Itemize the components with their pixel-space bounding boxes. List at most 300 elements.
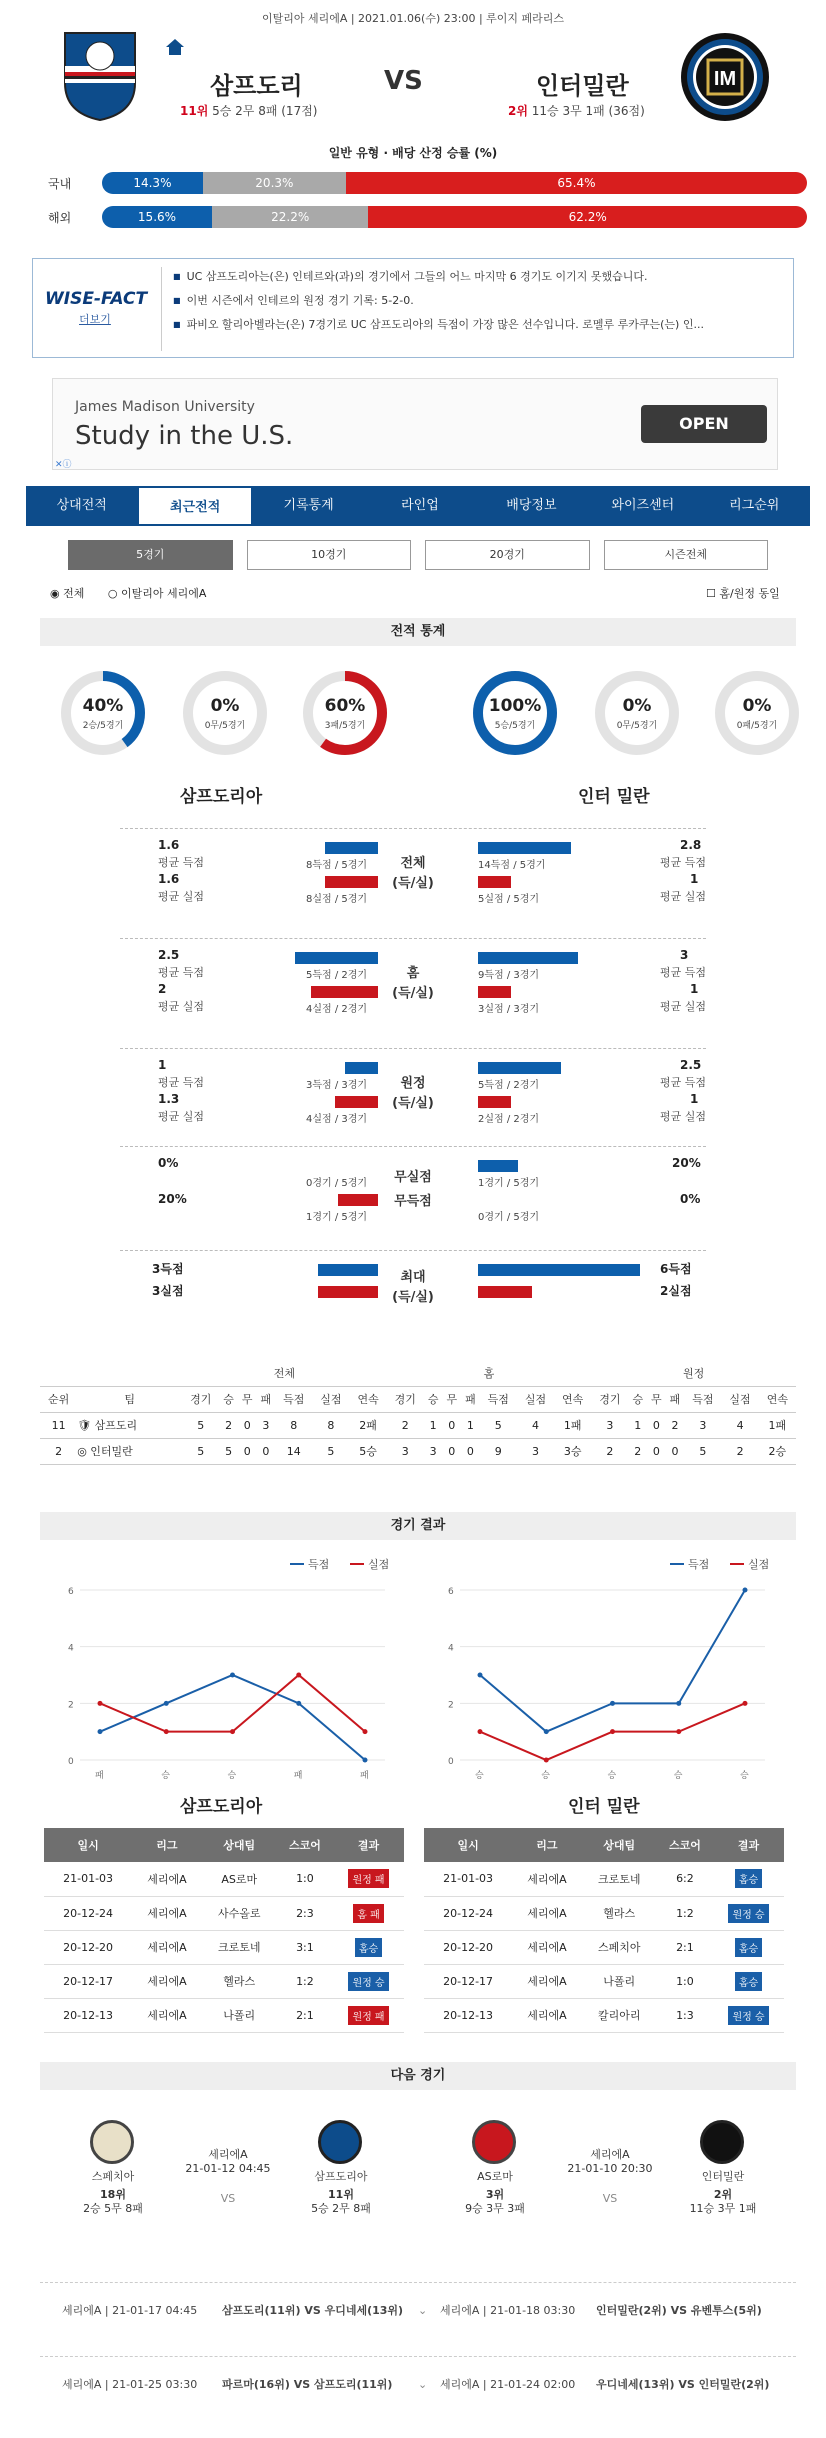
- standings-header: 패: [257, 1386, 276, 1412]
- tab-stats[interactable]: 기록통계: [283, 498, 334, 513]
- ratio-circle: [712, 668, 802, 758]
- results-value: 20-12-20: [443, 1940, 494, 1954]
- avg-concede-label: 평균 실점: [660, 890, 707, 903]
- max-title: 최대: [400, 1270, 426, 1285]
- next-away-rank: 11위: [328, 2188, 354, 2201]
- away-max-concede-bar: [478, 1286, 532, 1298]
- sampdoria-crest: [60, 28, 140, 123]
- away-cleansheet-bar: [478, 1160, 518, 1172]
- standings-cell: [312, 1438, 349, 1464]
- fact-item: ■ 이번 시즌에서 인테르의 원정 경기 기록: 5-2-0.: [173, 289, 704, 313]
- standings-value: 0: [262, 1444, 270, 1458]
- standings-value: 5: [197, 1444, 205, 1458]
- odds-row: [48, 172, 758, 194]
- results-row: [424, 1896, 784, 1930]
- standings-cell: [684, 1438, 721, 1464]
- standings-header: 연속: [350, 1386, 387, 1412]
- home-cleansheet-text: 0경기 / 5경기: [306, 1178, 368, 1189]
- standings-header: 패: [461, 1386, 480, 1412]
- inter-crest: [678, 30, 773, 125]
- circle-pct: 0%: [622, 696, 652, 716]
- results-cell: [582, 1930, 657, 1964]
- data-point: [230, 1673, 235, 1678]
- standings-cell: [554, 1438, 591, 1464]
- results-value: 2:3: [296, 1906, 314, 1920]
- standings-value: 8: [290, 1418, 298, 1432]
- away-results-table: [424, 1828, 784, 2033]
- home-rank: 11위: [180, 104, 209, 118]
- standings-group: 원정: [591, 1360, 796, 1386]
- result-badge: 홈 패: [353, 1904, 384, 1923]
- league-filter: [50, 585, 226, 601]
- results-cell: [713, 1998, 784, 2032]
- standings-cell: [480, 1438, 517, 1464]
- results-value: 1:3: [676, 2008, 694, 2022]
- result-badge: 원정 승: [728, 2006, 768, 2025]
- results-value: 20-12-24: [63, 1906, 114, 1920]
- circle-pct: 40%: [82, 696, 124, 716]
- standings-header: 무: [647, 1386, 666, 1412]
- results-cell: [657, 1862, 713, 1896]
- upcoming-right-match[interactable]: 인터밀란(2위) VS 유벤투스(5위): [596, 2304, 762, 2317]
- results-cell: [132, 1930, 202, 1964]
- results-cell: [657, 1964, 713, 1998]
- results-cell: [132, 1896, 202, 1930]
- results-value: 1:0: [676, 1974, 694, 1988]
- results-row: [44, 1862, 404, 1896]
- home-nogoal-pct: 20%: [158, 1192, 187, 1206]
- standings-cell: [759, 1412, 796, 1438]
- y-tick-label: 6: [448, 1587, 454, 1597]
- homeaway-label: 홈/원정 동일: [719, 587, 780, 600]
- wise-fact-logo: WISE-FACT: [45, 289, 148, 309]
- results-cell: [277, 1964, 333, 1998]
- home-results-chart: [40, 1550, 410, 1790]
- odds-title: 일반 유형 · 배당 산정 승률 (%): [328, 146, 498, 160]
- standings-cell: [257, 1438, 276, 1464]
- tab-20-games[interactable]: 20경기: [425, 540, 590, 570]
- data-point: [544, 1758, 549, 1763]
- standings-group: 전체: [182, 1360, 387, 1386]
- standings-value: 2: [671, 1418, 679, 1432]
- data-point: [296, 1673, 301, 1678]
- home-rank-line: [180, 102, 317, 119]
- standings-header: 무: [238, 1386, 257, 1412]
- circle-pct: 0%: [742, 696, 772, 716]
- results-cell: [582, 1862, 657, 1896]
- results-cell: [512, 1964, 582, 1998]
- result-badge: 홈승: [355, 1938, 382, 1957]
- standings-value: 2: [225, 1418, 233, 1432]
- avg-score-label: 평균 득점: [158, 856, 205, 869]
- data-point: [230, 1729, 235, 1734]
- results-title: 경기 결과: [40, 1512, 796, 1540]
- circle-pct: 100%: [488, 696, 542, 716]
- data-point: [363, 1758, 368, 1763]
- results-cell: [713, 1896, 784, 1930]
- results-value: 칼리아리: [597, 2009, 641, 2022]
- standings-value: 0: [448, 1444, 456, 1458]
- results-value: 3:1: [296, 1940, 314, 1954]
- standings-cell: [666, 1412, 685, 1438]
- more-link[interactable]: 더보기: [79, 313, 111, 326]
- x-tick-label: 승: [673, 1771, 683, 1781]
- standings-value: 1패: [563, 1419, 582, 1432]
- standings-header-row: [40, 1386, 796, 1412]
- next-home-rank: 3위: [485, 2188, 505, 2201]
- stats-divider: [120, 938, 706, 939]
- results-value: 세리에A: [147, 1872, 187, 1886]
- standings-value: 1: [634, 1418, 642, 1432]
- away-nogoal-text: 0경기 / 5경기: [478, 1212, 540, 1223]
- away-score-text: 5득점 / 2경기: [478, 1080, 540, 1091]
- standings-value: 5: [327, 1444, 335, 1458]
- results-value: 21-01-03: [443, 1872, 494, 1886]
- standings-cell: [182, 1412, 219, 1438]
- standings-value: 1패: [768, 1419, 787, 1432]
- circle-sub: 2승/5경기: [82, 721, 124, 731]
- standings-value: 5: [699, 1444, 707, 1458]
- away-concede-bar: [478, 986, 511, 998]
- fact-list: [173, 265, 704, 337]
- home-concede: 2: [158, 982, 167, 996]
- standings-value: 2승: [768, 1445, 787, 1458]
- results-value: 1:2: [676, 1906, 694, 1920]
- away-cleansheet-pct: 20%: [672, 1156, 701, 1170]
- fact-item: ■ UC 삼프도리아는(은) 인테르와(과)의 경기에서 그들의 어느 마지막 6 경기도 이기지 못했습니다.: [173, 265, 704, 289]
- standings-cell: [461, 1438, 480, 1464]
- standings-cell: [424, 1438, 443, 1464]
- results-value: 6:2: [676, 1872, 694, 1886]
- home-concede: 1.6: [158, 872, 180, 886]
- standings-header: 득점: [275, 1386, 312, 1412]
- away-record: 11승 3무 1패 (36점): [531, 104, 645, 118]
- standings-cell: [257, 1412, 276, 1438]
- next-date: 21-01-12 04:45: [185, 2162, 271, 2175]
- results-value: 나폴리: [223, 2009, 256, 2022]
- results-cell: [44, 1998, 132, 2032]
- home-score: 1: [158, 1058, 167, 1072]
- standings-value: 14: [286, 1444, 301, 1458]
- team-cell: [77, 1412, 182, 1438]
- results-cell: [202, 1964, 277, 1998]
- away-max-score-bar: [478, 1264, 640, 1276]
- results-cell: [713, 1930, 784, 1964]
- standings-cell: [387, 1412, 424, 1438]
- tab-season[interactable]: 시즌전체: [604, 540, 769, 570]
- stats-block-title: 전체: [400, 856, 426, 871]
- standings-cell: [424, 1412, 443, 1438]
- ad-open-button[interactable]: OPEN: [641, 405, 767, 443]
- standings-cell: [442, 1412, 461, 1438]
- avg-concede-label: 평균 실점: [158, 890, 205, 903]
- results-value: 세리에A: [527, 1941, 567, 1954]
- away-score-text: 9득점 / 3경기: [478, 970, 540, 981]
- radio-all[interactable]: ◉ 전체: [50, 587, 85, 600]
- results-value: 20-12-13: [443, 2008, 494, 2022]
- stats-divider: [120, 828, 706, 829]
- standings-cell: [275, 1438, 312, 1464]
- standings-cell: [238, 1412, 257, 1438]
- home-score: 1.6: [158, 838, 180, 852]
- data-point: [98, 1729, 103, 1734]
- tab-recent[interactable]: 최근전적: [137, 486, 252, 526]
- standings-cell: [759, 1438, 796, 1464]
- results-row: [44, 1930, 404, 1964]
- away-concede-bar: [478, 876, 511, 888]
- draw-segment: 22.2%: [212, 206, 369, 228]
- tab-odds[interactable]: 배당정보: [506, 498, 557, 513]
- home-win-segment: 14.3%: [102, 172, 203, 194]
- standings-cell: [628, 1438, 647, 1464]
- standings-cell: [517, 1412, 554, 1438]
- home-results-table: [44, 1828, 404, 2033]
- x-tick-label: 패: [293, 1771, 303, 1781]
- away-rank: 2위: [508, 104, 528, 118]
- standings-cell: [238, 1438, 257, 1464]
- x-tick-label: 승: [740, 1771, 749, 1781]
- results-cell: [132, 1862, 202, 1896]
- home-icon[interactable]: [165, 38, 185, 56]
- results-value: 20-12-24: [443, 1906, 494, 1920]
- standings-cell: [461, 1412, 480, 1438]
- standings-cell: [591, 1438, 628, 1464]
- standings-cell: [647, 1412, 666, 1438]
- away-score-text: 14득점 / 5경기: [478, 860, 546, 871]
- upcoming-left-match[interactable]: 삼프도리(11위) VS 우디네세(13위): [222, 2304, 404, 2317]
- standings-value: 3: [401, 1444, 409, 1458]
- avg-score-label: 평균 득점: [158, 1076, 205, 1089]
- y-tick-label: 4: [448, 1643, 454, 1654]
- next-away-record: 5승 2무 8패: [311, 2202, 371, 2215]
- results-cell: [202, 1896, 277, 1930]
- standings-value: 3승: [563, 1445, 582, 1458]
- svg-text:IM: IM: [713, 68, 737, 90]
- results-header: 일시: [44, 1828, 132, 1862]
- standings-cell: [275, 1412, 312, 1438]
- x-tick-label: 승: [161, 1771, 170, 1781]
- tab-head-to-head[interactable]: 상대전적: [56, 498, 107, 513]
- standings-header: 경기: [591, 1386, 628, 1412]
- standings-value: 삼프도리: [94, 1419, 138, 1432]
- next-away-name: 인터밀란: [701, 2170, 745, 2183]
- max-subtitle: (득/실): [392, 1290, 434, 1305]
- results-cell: [424, 1930, 512, 1964]
- results-header: 상대팀: [202, 1828, 277, 1862]
- results-cell: [512, 1896, 582, 1930]
- results-header: 결과: [333, 1828, 404, 1862]
- chevron-down-icon[interactable]: ⌄: [418, 2304, 428, 2317]
- home-concede-text: 4실점 / 2경기: [306, 1004, 368, 1015]
- result-badge: 원정 패: [348, 2006, 388, 2025]
- odds-bar: [102, 206, 807, 228]
- results-cell: [44, 1930, 132, 1964]
- y-tick-label: 6: [68, 1587, 74, 1597]
- stats-divider: [120, 1250, 706, 1251]
- away-nogoal-pct: 0%: [680, 1192, 701, 1206]
- results-header: 리그: [512, 1828, 582, 1862]
- y-tick-label: 0: [68, 1757, 74, 1767]
- team-crest-icon: 🛡: [77, 1419, 95, 1432]
- results-cell: [44, 1964, 132, 1998]
- away-concede-bar: [478, 1096, 511, 1108]
- standings-table: [40, 1360, 796, 1465]
- results-value: 세리에A: [147, 1975, 187, 1988]
- standings-value: 0: [243, 1418, 251, 1432]
- radio-league[interactable]: ○ 이탈리아 세리에A: [107, 587, 207, 600]
- data-point: [610, 1701, 615, 1706]
- upcoming-left-match[interactable]: 파르마(16위) VS 삼프도리(11위): [222, 2378, 393, 2391]
- results-cell: [132, 1964, 202, 1998]
- results-value: 1:2: [296, 1974, 314, 1988]
- next-league: 세리에A: [208, 2148, 248, 2161]
- standings-value: 3: [429, 1444, 437, 1458]
- record-stats-title: 전적 통계: [40, 618, 796, 646]
- next-vs: VS: [220, 2192, 236, 2205]
- tab-5-games[interactable]: 5경기: [68, 540, 233, 570]
- avg-concede-label: 평균 실점: [660, 1110, 707, 1123]
- results-header: 결과: [713, 1828, 784, 1862]
- ad-banner[interactable]: [52, 378, 778, 470]
- circle-pct: 0%: [210, 696, 240, 716]
- avg-concede-label: 평균 실점: [158, 1000, 205, 1013]
- next-away-rank: 2위: [713, 2188, 733, 2201]
- results-cell: [424, 1998, 512, 2032]
- results-value: 세리에A: [527, 1872, 567, 1886]
- circle-sub: 5승/5경기: [494, 721, 536, 731]
- upcoming-right-match[interactable]: 우디네세(13위) VS 인터밀란(2위): [596, 2378, 770, 2391]
- standings-value: 9: [494, 1444, 502, 1458]
- results-value: 20-12-17: [63, 1974, 114, 1988]
- home-win-segment: 15.6%: [102, 206, 212, 228]
- divider: [161, 267, 162, 351]
- next-title: 다음 경기: [40, 2062, 796, 2090]
- standings-cell: [219, 1438, 238, 1464]
- x-tick-label: 승: [541, 1771, 550, 1781]
- results-cell: [132, 1998, 202, 2032]
- standings-cell: [219, 1412, 238, 1438]
- standings-value: 2: [736, 1444, 744, 1458]
- results-value: 세리에A: [527, 1907, 567, 1920]
- results-cell: [424, 1964, 512, 1998]
- away-score: 2.5: [680, 1058, 702, 1072]
- results-value: 1:0: [296, 1872, 314, 1886]
- standings-cell: [684, 1412, 721, 1438]
- away-max-concede: 2실점: [660, 1284, 692, 1298]
- home-score-text: 3득점 / 3경기: [306, 1080, 368, 1091]
- results-row: [424, 1930, 784, 1964]
- ad-university: James Madison University: [75, 399, 255, 415]
- results-cell: [657, 1998, 713, 2032]
- standings-value: 4: [531, 1418, 539, 1432]
- standings-cell: [182, 1438, 219, 1464]
- result-badge: 원정 패: [348, 1869, 388, 1888]
- home-concede: 1.3: [158, 1092, 180, 1106]
- results-cell: [277, 1930, 333, 1964]
- results-value: 20-12-13: [63, 2008, 114, 2022]
- home-concede-text: 8실점 / 5경기: [306, 894, 368, 905]
- results-cell: [424, 1862, 512, 1896]
- standings-cell: [666, 1438, 685, 1464]
- tab-10-games[interactable]: 10경기: [247, 540, 412, 570]
- away-concede-text: 3실점 / 3경기: [478, 1004, 540, 1015]
- avg-score-label: 평균 득점: [660, 856, 707, 869]
- odds-row-label: 국내: [48, 177, 72, 191]
- upcoming-left-meta: 세리에A | 21-01-17 04:45: [62, 2304, 198, 2317]
- next-home-crest: [90, 2120, 134, 2164]
- legend-label: 실점: [748, 1558, 770, 1571]
- results-value: AS로마: [221, 1872, 258, 1886]
- results-cell: [44, 1862, 132, 1896]
- home-cleansheet-pct: 0%: [158, 1156, 179, 1170]
- stats-block-title: 홈: [406, 966, 420, 981]
- data-point: [676, 1729, 681, 1734]
- standings-value: 0: [652, 1418, 660, 1432]
- away-team-name: 인터밀란: [536, 72, 629, 100]
- standings-cell: [350, 1412, 387, 1438]
- x-tick-label: 승: [227, 1771, 237, 1781]
- avg-score-label: 평균 득점: [660, 1076, 707, 1089]
- results-cell: [277, 1862, 333, 1896]
- results-header: 스코어: [657, 1828, 713, 1862]
- standings-value: 4: [736, 1418, 744, 1432]
- results-row: [44, 1964, 404, 1998]
- standings-value: 2: [55, 1444, 63, 1458]
- homeaway-checkbox[interactable]: ☐ 홈/원정 동일: [706, 587, 780, 600]
- next-league: 세리에A: [590, 2148, 630, 2161]
- chart-legend: [670, 1557, 769, 1571]
- home-nogoal-text: 1경기 / 5경기: [306, 1212, 368, 1223]
- next-home-record: 2승 5무 8패: [83, 2202, 143, 2215]
- ratio-circle: [300, 668, 390, 758]
- away-cleansheet-text: 1경기 / 5경기: [478, 1178, 540, 1189]
- tab-wise-center[interactable]: 와이즈센터: [611, 498, 675, 513]
- circle-sub: 0무/5경기: [616, 721, 658, 731]
- standings-value: 11: [51, 1418, 66, 1432]
- results-cell: [512, 1930, 582, 1964]
- result-badge: 홈승: [735, 1869, 762, 1888]
- results-value: 헬라스: [603, 1907, 636, 1920]
- standings-value: 0: [671, 1444, 679, 1458]
- tab-standings[interactable]: 리그순위: [729, 498, 780, 513]
- odds-row-label: 해외: [48, 211, 72, 225]
- draw-segment: 20.3%: [203, 172, 346, 194]
- standings-header: 패: [666, 1386, 685, 1412]
- results-cell: [44, 1896, 132, 1930]
- standings-group-row: [40, 1360, 796, 1386]
- standings-value: 5승: [359, 1445, 377, 1458]
- odds-bar: [102, 172, 807, 194]
- results-value: 세리에A: [527, 1975, 567, 1988]
- result-badge: 원정 승: [728, 1904, 768, 1923]
- results-header: 일시: [424, 1828, 512, 1862]
- standings-cell: [312, 1412, 349, 1438]
- ad-close-icon[interactable]: ✕ⓘ: [55, 460, 72, 470]
- home-team-label: 삼프도리아: [180, 787, 263, 807]
- standings-value: 0: [466, 1444, 474, 1458]
- results-cell: [277, 1998, 333, 2032]
- result-badge: 홈승: [735, 1972, 762, 1991]
- results-header-row: [44, 1828, 404, 1862]
- chevron-down-icon[interactable]: ⌄: [418, 2378, 428, 2391]
- results-value: 헬라스: [223, 1975, 256, 1988]
- away-concede-text: 2실점 / 2경기: [478, 1114, 540, 1125]
- tab-lineup[interactable]: 라인업: [401, 498, 439, 513]
- standings-value: 2: [606, 1444, 614, 1458]
- home-team-name: 삼프도리: [210, 72, 303, 100]
- nogoal-label: 무득점: [394, 1194, 432, 1209]
- data-point: [164, 1729, 169, 1734]
